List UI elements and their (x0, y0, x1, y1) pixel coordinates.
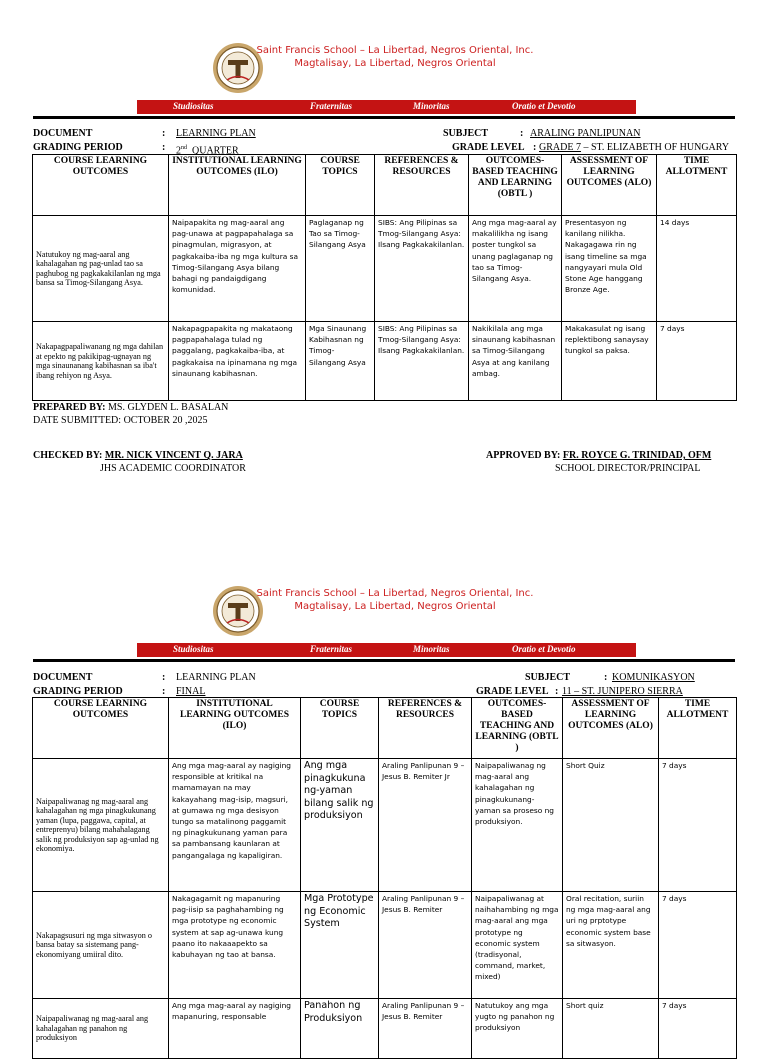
colon: : (555, 686, 559, 697)
cell-clo: Natutukoy ng mag-aaral ang kahalagahan ng pag-unlad tao sa paghubog ng pagkakakilanlan ng mga bansa sa Timog-Silangang Asya. (33, 216, 169, 322)
table-row (33, 999, 737, 1059)
header-divider (33, 659, 735, 662)
checked-by: CHECKED BY: MR. NICK VINCENT Q. JARA (33, 450, 243, 461)
cell-refs: Araling Panlipunan 9 – Jesus B. Remiter Jr (379, 759, 472, 892)
grading-period-label: GRADING PERIOD (33, 142, 123, 153)
cell-obtl: Naipapaliwanag ng mag-aaral ang kahalagahan ng pinagkukunang-yaman sa proseso ng produksiyon. (472, 759, 563, 892)
school-address: Magtalisay, La Libertad, Negros Oriental (294, 601, 496, 612)
cell-time: 14 days (657, 216, 737, 322)
approved-by-role: SCHOOL DIRECTOR/PRINCIPAL (555, 463, 701, 474)
grading-period-label: GRADING PERIOD (33, 686, 123, 697)
cell-alo: Presentasyon ng kanilang nilikha. Nakagagawa rin ng isang timeline sa mga nangyayari mula Old Stone Age hanggang Bronze Age. (562, 216, 657, 322)
column-header-obtl: OUTCOMES-BASED TEACHING AND LEARNING (OBTL ) (472, 698, 563, 759)
cell-time: 7 days (659, 892, 737, 999)
column-header-clo: COURSE LEARNING OUTCOMES (33, 698, 169, 759)
column-header-refs: REFERENCES & RESOURCES (379, 698, 472, 759)
column-header-refs: REFERENCES & RESOURCES (375, 155, 469, 216)
motto-fraternitas: Fraternitas (310, 644, 353, 654)
grading-period-value: FINAL (176, 686, 206, 697)
column-header-alo: ASSESSMENT OF LEARNING OUTCOMES (ALO) (562, 155, 657, 216)
learning-plan-table (32, 154, 737, 401)
colon: : (162, 142, 166, 153)
cell-ilo: Ang mga mag-aaral ay nagiging mapanuring, responsable (169, 999, 301, 1059)
subject-label: SUBJECT (525, 672, 571, 683)
subject-value: ARALING PANLIPUNAN (530, 128, 641, 139)
table-header-row (33, 155, 737, 216)
column-header-time: TIME ALLOTMENT (657, 155, 737, 216)
document-value: LEARNING PLAN (176, 128, 256, 139)
grade-level-label: GRADE LEVEL (476, 686, 549, 697)
grade-level-label: GRADE LEVEL (452, 142, 525, 153)
subject-value: KOMUNIKASYON (612, 672, 695, 683)
learning-plan-page-1 (0, 0, 768, 505)
colon: : (162, 128, 166, 139)
column-header-clo: COURSE LEARNING OUTCOMES (33, 155, 169, 216)
column-header-ilo: INSTITUTIONAL LEARNING OUTCOMES (ILO) (169, 698, 301, 759)
cell-ilo: Nakapagpapakita ng makataong pagpapahalaga tulad ng paggalang, pagkakaiba-iba, at pagkakaisa na ipinamana ng mga sinaunang kabihasnan. (169, 322, 306, 401)
column-header-topics: COURSE TOPICS (301, 698, 379, 759)
cell-topics: Panahon ng Produksiyon (301, 999, 379, 1059)
cell-clo: Nakapagsusuri ng mga sitwasyon o bansa batay sa sistemang pang-ekonomiyang umiiral dito. (33, 892, 169, 999)
table-row (33, 322, 737, 401)
column-header-time: TIME ALLOTMENT (659, 698, 737, 759)
cell-refs: SIBS: Ang Pilipinas sa Tmog-Silangang Asya: Ilsang Pagkakakilanlan. (375, 322, 469, 401)
motto-studiositas: Studiositas (173, 644, 214, 654)
cell-ilo: Naipapakita ng mag-aaral ang pag-unawa at pagpapahalaga sa pinagmulan, migrasyon, at pagkakaiba-iba ng mga kultura sa Timog-Silangang Asya bilang bahagi ng pandaigdigang komunidad. (169, 216, 306, 322)
cell-obtl: Natutukoy ang mga yugto ng panahon ng produksiyon (472, 999, 563, 1059)
motto-bar (137, 100, 636, 114)
learning-plan-table (32, 697, 737, 1059)
school-name: Saint Francis School – La Libertad, Negros Oriental, Inc. (256, 588, 534, 599)
colon: : (604, 672, 608, 683)
motto-bar (137, 643, 636, 657)
colon: : (162, 672, 166, 683)
motto-minoritas: Minoritas (413, 101, 450, 111)
cell-topics: Paglaganap ng Tao sa Timog-Silangang Asya (306, 216, 375, 322)
table-header-row (33, 698, 737, 759)
cell-clo: Naipapaliwanag ng mag-aaral ang kahalagahan ng mga pinagkukunang yaman (lupa, paggawa, capital, at entreprenyu) bilang mahahalagang salik ng produksiyon sap ag-unlad ng ekonomiya. (33, 759, 169, 892)
grade-level-value: GRADE 7 – ST. ELIZABETH OF HUNGARY (539, 142, 730, 153)
column-header-alo: ASSESSMENT OF LEARNING OUTCOMES (ALO) (563, 698, 659, 759)
column-header-topics: COURSE TOPICS (306, 155, 375, 216)
school-address: Magtalisay, La Libertad, Negros Oriental (294, 58, 496, 69)
cell-refs: Araling Panlipunan 9 – Jesus B. Remiter (379, 892, 472, 999)
table-row (33, 892, 737, 999)
cell-alo: Short Quiz (563, 759, 659, 892)
motto-minoritas: Minoritas (413, 644, 450, 654)
school-name: Saint Francis School – La Libertad, Negros Oriental, Inc. (256, 45, 534, 56)
cell-clo: Nakapagpapaliwanang ng mga dahilan at epekto ng pakikipag-ugnayan ng mga sinaunanang kabihasnan sa iba't ibang rehiyon ng Asya. (33, 322, 169, 401)
colon: : (520, 128, 524, 139)
cell-refs: SIBS: Ang Pilipinas sa Tmog-Silangang Asya: Ilsang Pagkakakilanlan. (375, 216, 469, 322)
cell-obtl: Nakikilala ang mga sinaunang kabihasnan sa Timog-Silangang Asya at ang kanilang ambag. (469, 322, 562, 401)
cell-obtl: Naipapaliwanag at naihahambing ng mga mag-aaral ang mga prototype ng economic system (tradisyonal, command, market, mixed) (472, 892, 563, 999)
cell-time: 7 days (659, 999, 737, 1059)
table-row (33, 759, 737, 892)
subject-label: SUBJECT (443, 128, 489, 139)
cell-topics: Ang mga pinagkukuna ng-yaman bilang salik ng produksiyon (301, 759, 379, 892)
prepared-by: PREPARED BY: MS. GLYDEN L. BASALAN (33, 402, 229, 413)
checked-by-role: JHS ACADEMIC COORDINATOR (100, 463, 246, 474)
colon: : (533, 142, 537, 153)
grading-period-value: 2nd QUARTER (176, 145, 239, 157)
column-header-ilo: INSTITUTIONAL LEARNING OUTCOMES (ILO) (169, 155, 306, 216)
motto-studiositas: Studiositas (173, 101, 214, 111)
document-label: DOCUMENT (33, 672, 93, 683)
cell-ilo: Nakagagamit ng mapanuring pag-iisip sa paghahambing ng mga prototype ng economic system at sap ag-unawa kung paano ito nakaaapekto sa kabuhayan ng tao at bansa. (169, 892, 301, 999)
document-value: LEARNING PLAN (176, 672, 256, 683)
cell-refs: Araling Panlipunan 9 – Jesus B. Remiter (379, 999, 472, 1059)
motto-oratio: Oratio et Devotio (512, 644, 576, 654)
cell-alo: Makakasulat ng isang replektibong sanaysay tungkol sa paksa. (562, 322, 657, 401)
date-submitted: DATE SUBMITTED: OCTOBER 20 ,2025 (33, 415, 208, 426)
cell-topics: Mga Sinaunang Kabihasnan ng Timog-Silangang Asya (306, 322, 375, 401)
cell-time: 7 days (657, 322, 737, 401)
header-divider (33, 116, 735, 119)
cell-time: 7 days (659, 759, 737, 892)
cell-ilo: Ang mga mag-aaral ay nagiging responsible at kritikal na mamamayan na may kakayahang mag-isip, magsuri, at gumawa ng mga desisyon tungo sa matalinong paggamit ng pinagkukunang yaman para sa pambansang kaunlaran at pangangalaga ng kapaligiran. (169, 759, 301, 892)
table-row (33, 216, 737, 322)
grade-level-value: 11 – ST. JUNIPERO SIERRA (562, 686, 683, 697)
cell-alo: Short quiz (563, 999, 659, 1059)
colon: : (162, 686, 166, 697)
cell-clo: Naipapaliwanag ng mag-aaral ang kahalagahan ng panahon ng produksiyon (33, 999, 169, 1059)
motto-fraternitas: Fraternitas (310, 101, 353, 111)
document-label: DOCUMENT (33, 128, 93, 139)
cell-topics: Mga Prototype ng Economic System (301, 892, 379, 999)
cell-alo: Oral recitation, suriin ng mga mag-aaral ang uri ng prptotype economic system base sa sitwasyon. (563, 892, 659, 999)
approved-by: APPROVED BY: FR. ROYCE G. TRINIDAD, OFM (486, 450, 712, 461)
column-header-obtl: OUTCOMES-BASED TEACHING AND LEARNING (OBTL ) (469, 155, 562, 216)
cell-obtl: Ang mga mag-aaral ay makalilikha ng isang poster tungkol sa unang paglaganap ng tao sa Timog-Silangang Asya. (469, 216, 562, 322)
learning-plan-page-2 (0, 572, 768, 1043)
motto-oratio: Oratio et Devotio (512, 101, 576, 111)
